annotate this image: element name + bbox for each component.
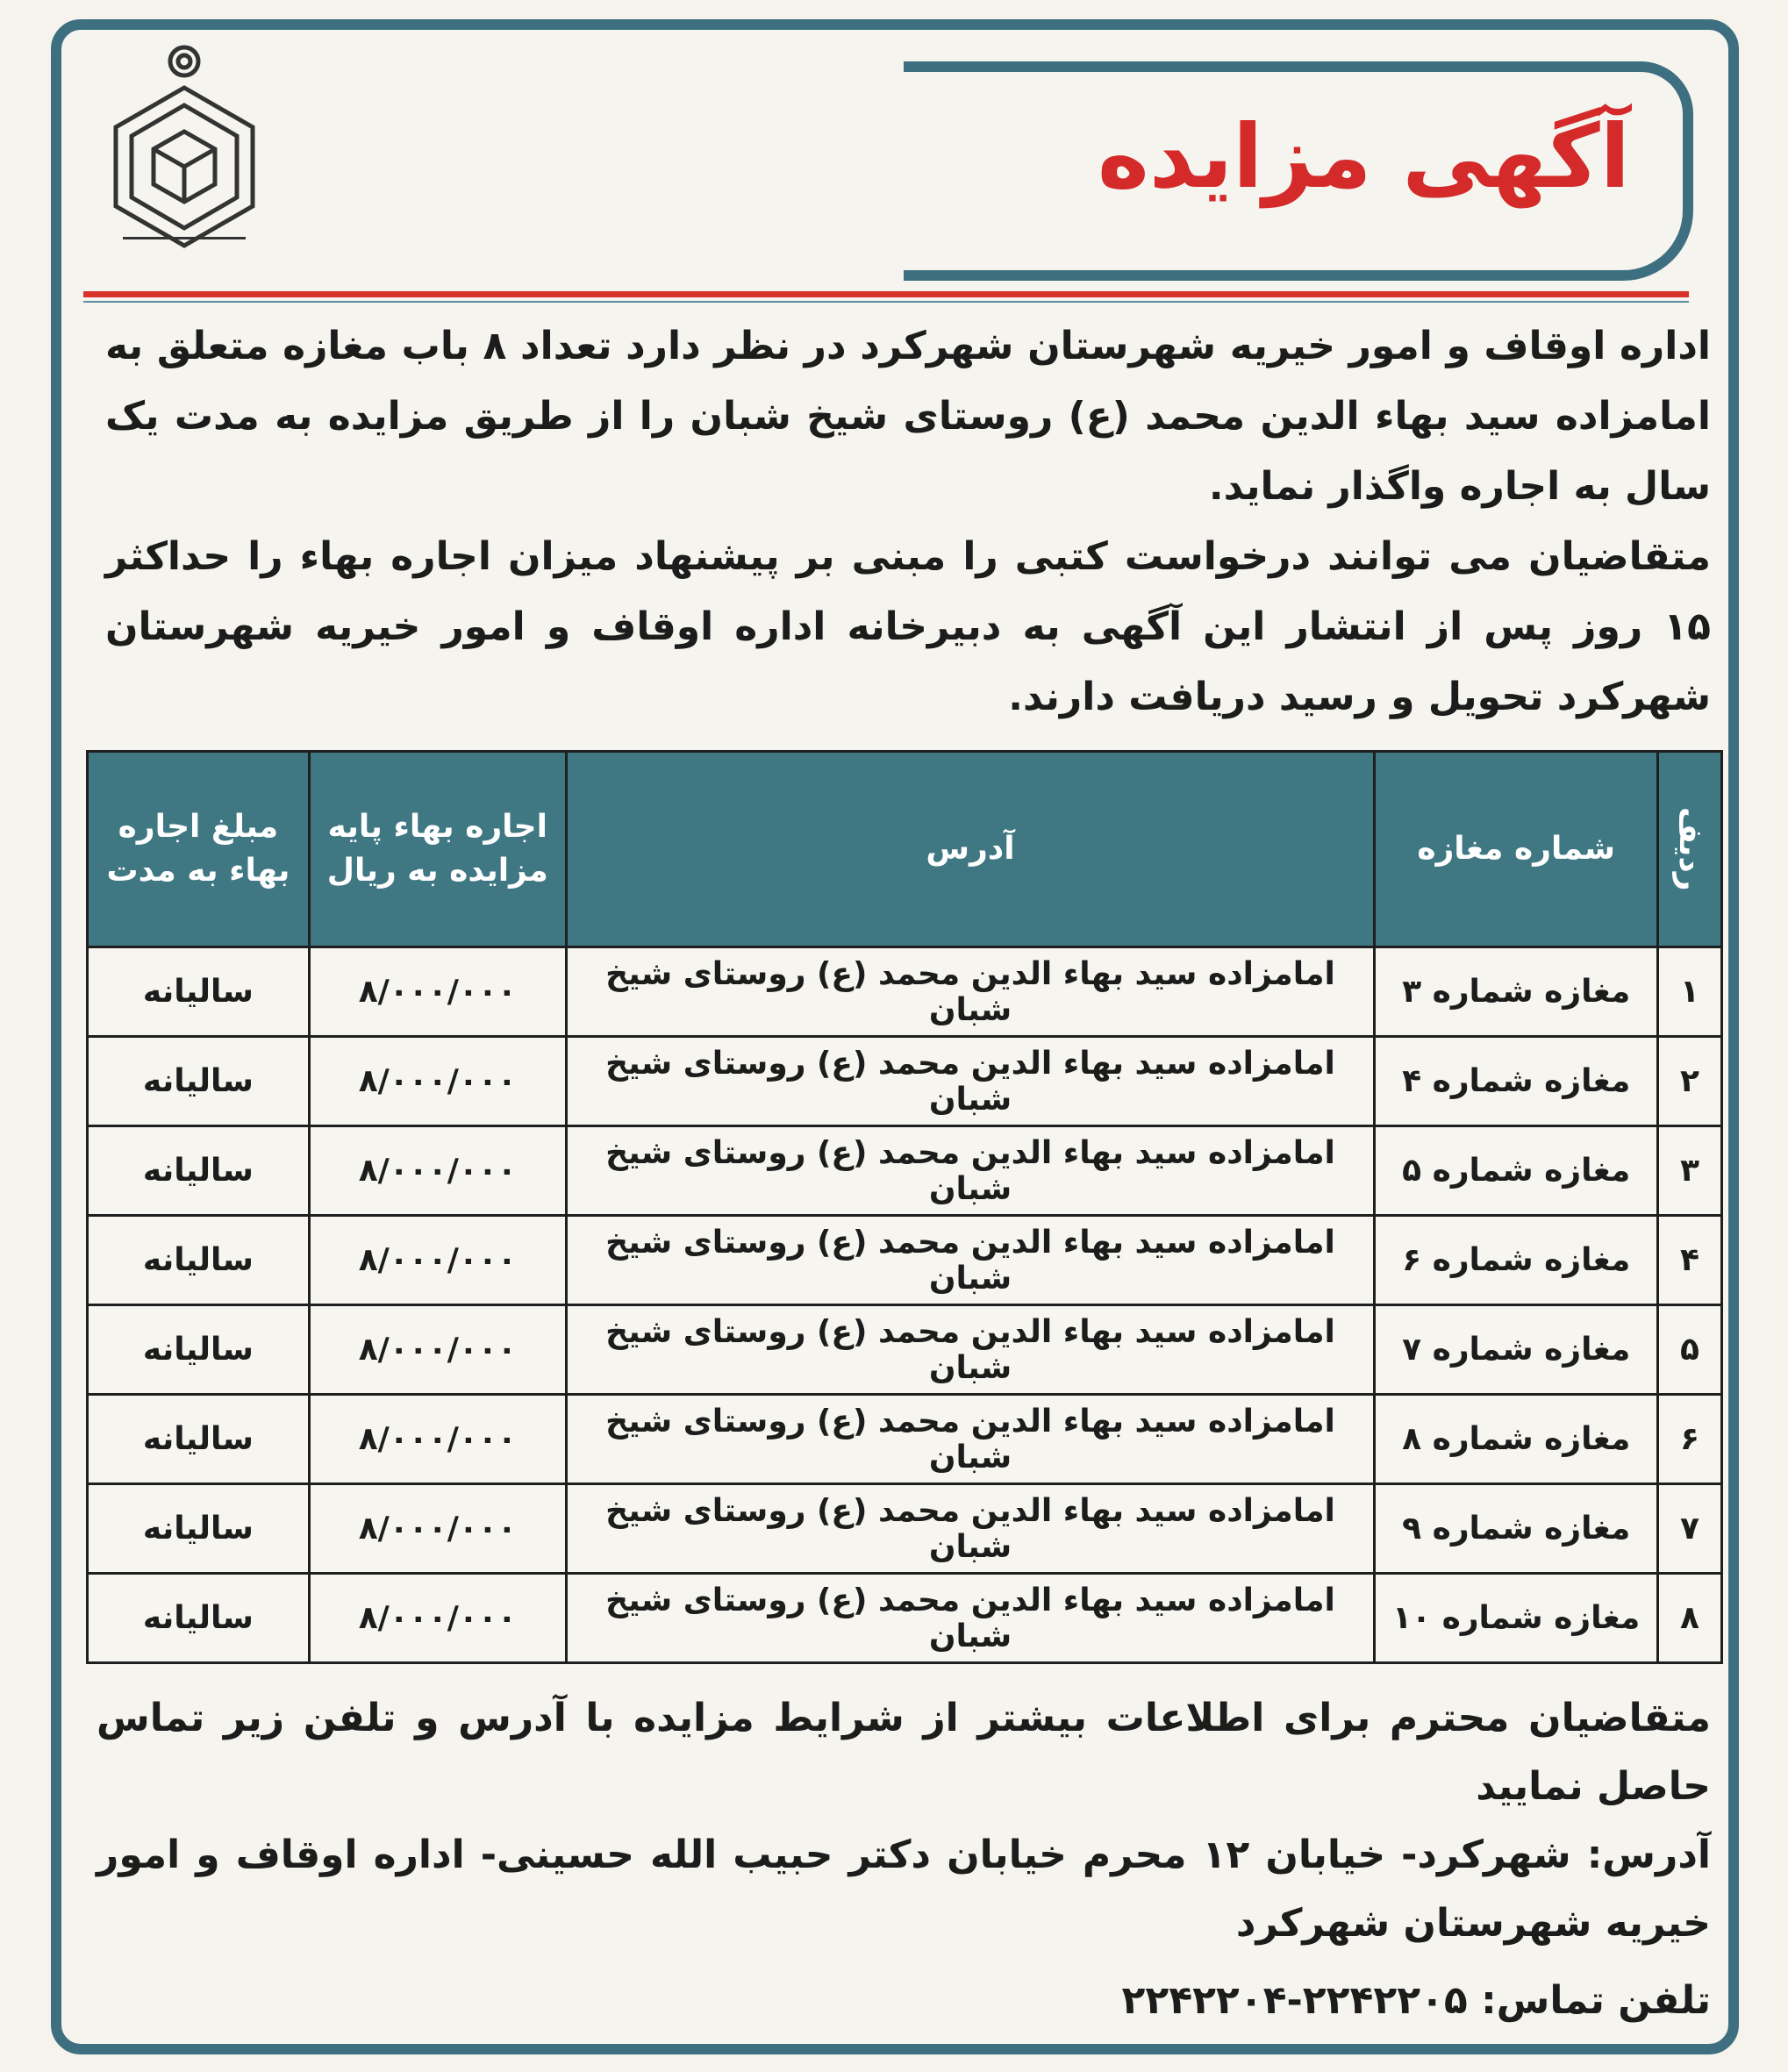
shop-number: مغازه شماره ۹: [1375, 1484, 1658, 1574]
row-number: ۶: [1658, 1395, 1722, 1484]
table-row: [88, 947, 1722, 1037]
shop-address: امامزاده سید بهاء الدین محمد (ع) روستای شیخ شبان: [566, 1574, 1375, 1663]
table-row: [88, 1216, 1722, 1305]
row-number: ۲: [1658, 1037, 1722, 1126]
table-row: [88, 1484, 1722, 1574]
shop-address: امامزاده سید بهاء الدین محمد (ع) روستای شیخ شبان: [566, 1305, 1375, 1395]
intro-paragraph-2: متقاضیان می توانند درخواست کتبی را مبنی بر پیشنهاد میزان اجاره بهاء را حداکثر ۱۵ روز پس از انتشار این آگهی به دبیرخانه اداره اوقاف و امور خیریه شهرستان شهرکرد تحویل و رسید دریافت دارند.: [105, 534, 1711, 719]
table-row: [88, 1037, 1722, 1126]
rent-term: سالیانه: [88, 1574, 310, 1663]
base-price: ۸/۰۰۰/۰۰۰: [309, 1574, 566, 1663]
contact-address: آدرس: شهرکرد- خیابان ۱۲ محرم خیابان دکتر حبیب الله حسینی- اداره اوقاف و امور خیریه شهرستان شهرکرد: [97, 1833, 1712, 1946]
rent-term: سالیانه: [88, 947, 310, 1037]
shop-address: امامزاده سید بهاء الدین محمد (ع) روستای شیخ شبان: [566, 947, 1375, 1037]
header-divider-red: [83, 291, 1689, 297]
shop-number: مغازه شماره ۳: [1375, 947, 1658, 1037]
header-row-number: ردیف: [1658, 752, 1722, 947]
rent-term: سالیانه: [88, 1216, 310, 1305]
rent-term: سالیانه: [88, 1037, 310, 1126]
shop-address: امامزاده سید بهاء الدین محمد (ع) روستای شیخ شبان: [566, 1037, 1375, 1126]
contact-phone: تلفن تماس: ۲۲۴۲۲۰۵-۲۲۴۲۲۰۴: [1121, 1978, 1711, 2023]
base-price: ۸/۰۰۰/۰۰۰: [309, 1216, 566, 1305]
table-row: [88, 1395, 1722, 1484]
table-row: [88, 1305, 1722, 1395]
shop-number: مغازه شماره ۶: [1375, 1216, 1658, 1305]
shop-number: مغازه شماره ۸: [1375, 1395, 1658, 1484]
row-number: ۴: [1658, 1216, 1722, 1305]
awqaf-emblem-icon: [97, 35, 272, 272]
rent-term: سالیانه: [88, 1395, 310, 1484]
base-price: ۸/۰۰۰/۰۰۰: [309, 947, 566, 1037]
row-number: ۱: [1658, 947, 1722, 1037]
notice-title: آگهی مزایده: [1097, 105, 1630, 208]
rent-term: سالیانه: [88, 1126, 310, 1216]
base-price: ۸/۰۰۰/۰۰۰: [309, 1305, 566, 1395]
row-number: ۳: [1658, 1126, 1722, 1216]
row-number: ۸: [1658, 1574, 1722, 1663]
shops-table: [86, 750, 1723, 1664]
header-term: مبلغ اجاره بهاء به مدت: [88, 752, 310, 947]
shop-address: امامزاده سید بهاء الدین محمد (ع) روستای شیخ شبان: [566, 1395, 1375, 1484]
contact-note: متقاضیان محترم برای اطلاعات بیشتر از شرایط مزایده با آدرس و تلفن زیر تماس حاصل نمایید: [97, 1696, 1711, 1809]
intro-paragraph-1: اداره اوقاف و امور خیریه شهرستان شهرکرد در نظر دارد تعداد ۸ باب مغازه متعلق به امامزاده سید بهاء الدین محمد (ع) روستای شیخ شبان را از طریق مزایده به مدت یک سال به اجاره واگذار نماید.: [105, 324, 1711, 509]
shop-number: مغازه شماره ۷: [1375, 1305, 1658, 1395]
shop-address: امامزاده سید بهاء الدین محمد (ع) روستای شیخ شبان: [566, 1484, 1375, 1574]
row-number: ۵: [1658, 1305, 1722, 1395]
footer-block: [97, 1684, 1711, 1958]
rent-term: سالیانه: [88, 1305, 310, 1395]
shop-number: مغازه شماره ۴: [1375, 1037, 1658, 1126]
header-shop-number: شماره مغازه: [1375, 752, 1658, 947]
table-header-row: [88, 752, 1722, 947]
base-price: ۸/۰۰۰/۰۰۰: [309, 1126, 566, 1216]
shop-number: مغازه شماره ۵: [1375, 1126, 1658, 1216]
base-price: ۸/۰۰۰/۰۰۰: [309, 1037, 566, 1126]
base-price: ۸/۰۰۰/۰۰۰: [309, 1484, 566, 1574]
shop-address: امامزاده سید بهاء الدین محمد (ع) روستای شیخ شبان: [566, 1216, 1375, 1305]
rent-term: سالیانه: [88, 1484, 310, 1574]
header-base-price: اجاره بهاء پایه مزایده به ریال: [309, 752, 566, 947]
table-row: [88, 1126, 1722, 1216]
row-number: ۷: [1658, 1484, 1722, 1574]
header-address: آدرس: [566, 752, 1375, 947]
shop-address: امامزاده سید بهاء الدین محمد (ع) روستای شیخ شبان: [566, 1126, 1375, 1216]
header-divider-blue: [83, 301, 1689, 303]
base-price: ۸/۰۰۰/۰۰۰: [309, 1395, 566, 1484]
shop-number: مغازه شماره ۱۰: [1375, 1574, 1658, 1663]
table-row: [88, 1574, 1722, 1663]
